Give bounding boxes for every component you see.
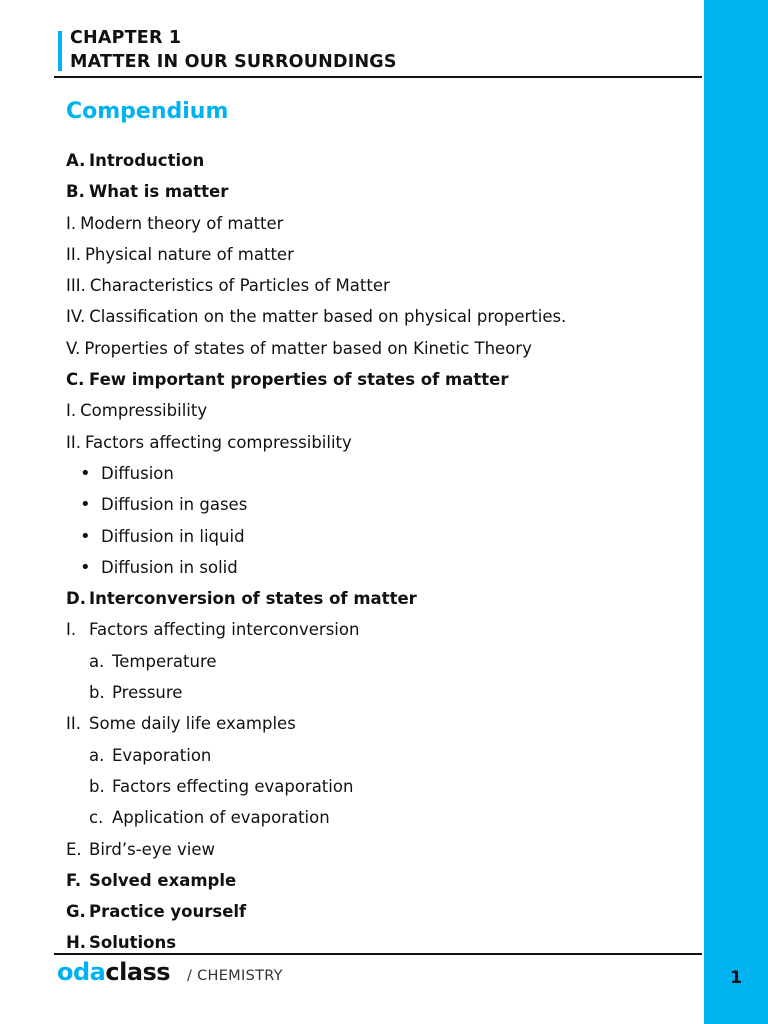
side-accent-band [704,0,768,1024]
toc-item-text: Diffusion in gases [101,495,248,515]
toc-item-text: Diffusion [101,463,174,483]
toc-item [66,364,686,395]
toc-item-text: Factors effecting evaporation [112,776,354,796]
toc-item-marker: b. [89,776,105,796]
toc-item-text: Some daily life examples [89,714,296,734]
toc-item-marker: a. [89,745,105,765]
toc-item [66,614,686,645]
toc-item-text: Modern theory of matter [80,213,284,233]
toc-item [66,176,686,207]
toc-item [66,583,686,614]
toc-item [66,552,686,583]
toc-item [66,896,686,927]
toc-item [66,489,686,520]
chapter-title: MATTER IN OUR SURROUNDINGS [70,52,397,72]
bullet-marker: • [80,462,91,484]
odaclass-logo [57,958,170,986]
toc-item-text: Solutions [89,933,177,953]
toc-item-text: Introduction [89,151,205,170]
toc-item [66,646,686,677]
toc-item [66,771,686,802]
toc-item-text: Compressibility [80,401,208,421]
toc-item-marker: A. [66,151,86,170]
toc-item [66,740,686,771]
toc-item [66,395,686,426]
toc-item-text: Characteristics of Particles of Matter [89,276,390,296]
toc-item [66,802,686,833]
header-divider [54,76,702,78]
toc-item [66,458,686,489]
toc-item-marker: I. [66,213,77,233]
toc-item [66,270,686,301]
toc-item-marker: F. [66,870,82,890]
toc-item-marker: D. [66,589,86,609]
toc-item-text: Diffusion in solid [101,557,238,577]
toc-item-text: Interconversion of states of matter [89,589,417,609]
chapter-heading [70,26,397,74]
toc-item-text: Practice yourself [89,902,247,922]
toc-item-text: Bird’s-eye view [89,839,215,859]
toc-item-text: Solved example [89,870,237,890]
toc-item-text: Evaporation [112,745,212,765]
toc-item-text: Classification on the matter based on physical properties. [89,307,567,327]
toc-item-marker: III. [66,276,86,296]
section-title: Compendium [66,99,229,124]
toc-item [66,677,686,708]
toc-item [66,333,686,364]
toc-item-marker: c. [89,808,104,828]
toc-item-marker: I. [66,401,77,421]
logo-oda: oda [57,958,106,986]
toc-item-marker: C. [66,370,85,390]
toc-item-text: Pressure [112,683,183,703]
toc-item-marker: B. [66,182,85,202]
toc-item-marker: H. [66,933,87,953]
toc-item-marker: V. [66,338,81,358]
toc-item-marker: IV. [66,307,86,327]
toc-item-text: Physical nature of matter [84,244,294,264]
page-number: 1 [730,968,742,988]
toc-item-text: Temperature [112,651,217,671]
toc-item-marker: E. [66,839,82,859]
subject-label: / CHEMISTRY [187,968,283,984]
toc-item-text: Factors affecting compressibility [84,432,352,452]
chapter-accent-bar [58,31,62,71]
toc-item-marker: a. [89,651,105,671]
toc-item [66,301,686,332]
toc-item [66,834,686,865]
toc-item-text: Few important properties of states of matter [89,370,509,390]
bullet-marker: • [80,494,91,516]
toc-item [66,521,686,552]
toc-item-text: Diffusion in liquid [101,526,245,546]
toc-item-marker: II. [66,432,81,452]
table-of-contents [66,145,686,959]
logo-class: class [105,958,171,986]
toc-item-marker: II. [66,244,81,264]
toc-item [66,145,686,176]
toc-item-text: Properties of states of matter based on Kinetic Theory [84,338,532,358]
toc-item [66,239,686,270]
footer-divider [54,953,702,955]
toc-item-marker: I. [66,620,77,640]
toc-item [66,865,686,896]
toc-item [66,708,686,739]
toc-item [66,427,686,458]
bullet-marker: • [80,525,91,547]
toc-item-marker: b. [89,683,105,703]
chapter-number: CHAPTER 1 [70,28,182,48]
toc-item-marker: II. [66,714,81,734]
bullet-marker: • [80,556,91,578]
toc-item-marker: G. [66,902,86,922]
toc-item-text: Application of evaporation [112,808,330,828]
toc-item-text: What is matter [89,182,229,202]
toc-item [66,208,686,239]
toc-item-text: Factors affecting interconversion [89,620,360,640]
